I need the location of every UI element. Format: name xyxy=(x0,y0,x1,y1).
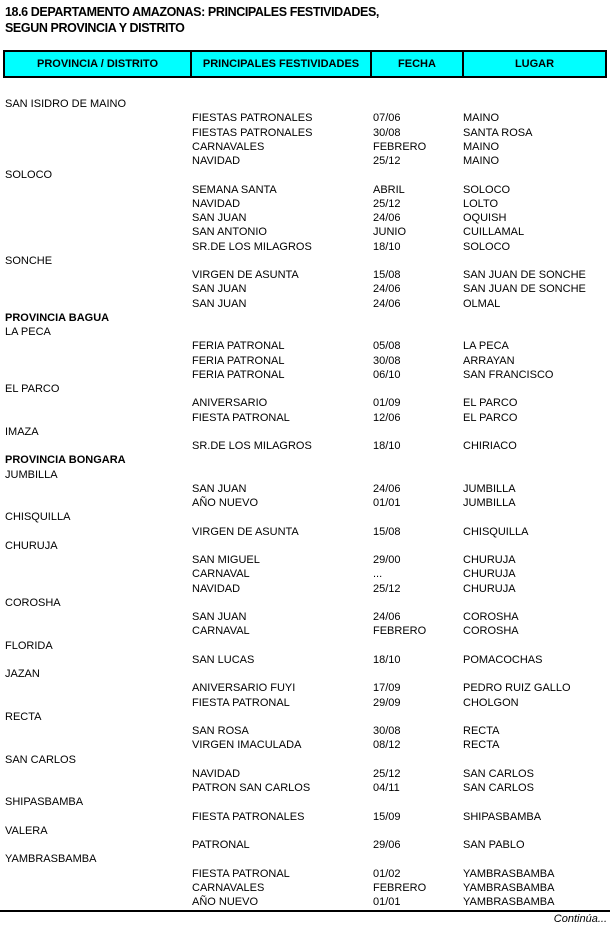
lugar-cell: RECTA xyxy=(463,739,500,752)
table-row xyxy=(0,724,610,738)
lugar-cell: CUILLAMAL xyxy=(463,226,525,239)
lugar-cell xyxy=(463,325,610,339)
continua-note: Continúa... xyxy=(553,913,607,925)
fecha-cell: 04/11 xyxy=(373,782,400,794)
district-name: SONCHE xyxy=(5,254,53,267)
festividad-cell: VIRGEN IMACULADA xyxy=(192,739,302,752)
lugar-cell: JUMBILLA xyxy=(463,497,516,509)
table-row xyxy=(0,411,610,425)
lugar-cell: OLMAL xyxy=(463,297,501,310)
lugar-cell: SAN JUAN DE SONCHE xyxy=(463,269,586,281)
district-cell xyxy=(0,653,192,667)
table-row xyxy=(0,168,610,182)
fecha-cell: 24/06 xyxy=(373,283,401,296)
festividad-cell: VIRGEN DE ASUNTA xyxy=(192,269,299,281)
festividad-cell xyxy=(192,254,373,268)
festividad-cell xyxy=(192,639,373,653)
district-cell xyxy=(0,354,192,368)
festividad-cell: FERIA PATRONAL xyxy=(192,340,285,353)
fecha-cell: 24/06 xyxy=(373,482,401,495)
festividad-cell: CARNAVAL xyxy=(192,625,250,638)
district-name: SHIPASBAMBA xyxy=(5,796,84,809)
fecha-cell xyxy=(373,639,463,653)
district-name: EL PARCO xyxy=(5,383,60,395)
fecha-cell: 18/10 xyxy=(373,653,401,666)
festividad-cell xyxy=(192,382,373,396)
fecha-cell xyxy=(373,325,463,339)
lugar-cell xyxy=(463,753,610,767)
festividad-cell xyxy=(192,824,373,838)
district-name: LA PECA xyxy=(5,326,51,338)
festividad-cell xyxy=(192,425,373,439)
table-row xyxy=(0,624,610,638)
lugar-cell: RECTA xyxy=(463,725,500,737)
festividad-cell: FIESTAS PATRONALES xyxy=(192,112,313,125)
fecha-cell: 30/08 xyxy=(373,725,401,737)
table-row xyxy=(0,97,610,111)
lugar-cell: SANTA ROSA xyxy=(463,126,533,139)
festividad-cell: AÑO NUEVO xyxy=(192,896,259,908)
district-cell xyxy=(0,197,192,211)
table-row xyxy=(0,339,610,353)
festividad-cell xyxy=(192,596,373,610)
district-name: SAN ISIDRO DE MAINO xyxy=(5,98,127,110)
festividad-cell: SAN MIGUEL xyxy=(192,554,260,566)
festividad-cell: SAN JUAN xyxy=(192,297,247,310)
district-cell xyxy=(0,282,192,296)
lugar-cell: JUMBILLA xyxy=(463,482,516,495)
table-row xyxy=(0,753,610,767)
table-row xyxy=(0,639,610,653)
table-row xyxy=(0,425,610,439)
lugar-cell: PEDRO RUIZ GALLO xyxy=(463,682,571,695)
table-row xyxy=(0,795,610,809)
fecha-cell: 05/08 xyxy=(373,340,401,353)
table-row xyxy=(0,824,610,838)
district-cell xyxy=(0,111,192,125)
fecha-cell: 29/09 xyxy=(373,696,401,709)
festividad-cell xyxy=(192,510,373,524)
fecha-cell xyxy=(373,667,463,681)
district-name: COROSHA xyxy=(5,596,61,609)
fecha-cell xyxy=(373,468,463,482)
festividad-cell xyxy=(192,539,373,553)
festividad-cell: SR.DE LOS MILAGROS xyxy=(192,240,312,253)
festividad-cell: NAVIDAD xyxy=(192,197,241,210)
province-name: PROVINCIA BONGARA xyxy=(5,454,126,467)
lugar-cell: MAINO xyxy=(463,140,500,153)
district-name: CHISQUILLA xyxy=(5,511,71,524)
festividad-cell: VIRGEN DE ASUNTA xyxy=(192,525,299,538)
fecha-cell: 18/10 xyxy=(373,440,401,452)
festividad-cell: CARNAVALES xyxy=(192,881,265,894)
district-cell xyxy=(0,439,192,453)
province-name: PROVINCIA BAGUA xyxy=(5,311,110,324)
fecha-cell: 01/01 xyxy=(373,497,401,509)
table-row xyxy=(0,667,610,681)
lugar-cell: COROSHA xyxy=(463,625,519,638)
district-cell xyxy=(0,567,192,581)
lugar-cell: SAN FRANCISCO xyxy=(463,368,554,381)
table-row xyxy=(0,396,610,410)
festividad-cell: FIESTA PATRONAL xyxy=(192,411,290,424)
district-cell xyxy=(0,496,192,510)
lugar-cell xyxy=(463,667,610,681)
district-cell xyxy=(0,610,192,624)
festividad-cell xyxy=(192,667,373,681)
lugar-cell xyxy=(463,852,610,866)
lugar-cell: SOLOCO xyxy=(463,183,511,196)
fecha-cell xyxy=(373,510,463,524)
fecha-cell: 25/12 xyxy=(373,582,401,595)
fecha-cell: 25/12 xyxy=(373,197,401,210)
festividad-cell: SAN JUAN xyxy=(192,482,247,495)
fecha-cell xyxy=(373,453,463,467)
table-row xyxy=(0,496,610,510)
table-row xyxy=(0,895,610,909)
lugar-cell xyxy=(463,168,610,182)
fecha-cell: 18/10 xyxy=(373,240,401,253)
table-row xyxy=(0,525,610,539)
district-name: RECTA xyxy=(5,710,42,723)
fecha-cell xyxy=(373,539,463,553)
district-cell xyxy=(0,396,192,410)
table-row xyxy=(0,710,610,724)
table-row xyxy=(0,325,610,339)
fecha-cell xyxy=(373,97,463,111)
festividad-cell xyxy=(192,710,373,724)
lugar-cell: MAINO xyxy=(463,155,500,167)
district-cell xyxy=(0,767,192,781)
festividad-cell: ANIVERSARIO xyxy=(192,397,268,410)
table-row xyxy=(0,154,610,168)
festividad-cell: AÑO NUEVO xyxy=(192,497,259,509)
district-cell xyxy=(0,225,192,239)
district-cell xyxy=(0,696,192,710)
lugar-cell: YAMBRASBAMBA xyxy=(463,881,555,894)
table-row xyxy=(0,610,610,624)
district-cell xyxy=(0,681,192,695)
festividad-cell: NAVIDAD xyxy=(192,582,241,595)
festividad-cell: ANIVERSARIO FUYI xyxy=(192,682,296,695)
district-cell xyxy=(0,525,192,539)
lugar-cell: OQUISH xyxy=(463,212,507,224)
district-name: IMAZA xyxy=(5,425,39,438)
lugar-cell xyxy=(463,97,610,111)
fecha-cell: 25/12 xyxy=(373,155,401,167)
district-cell xyxy=(0,482,192,496)
lugar-cell: SAN CARLOS xyxy=(463,767,534,780)
lugar-cell: LOLTO xyxy=(463,197,499,210)
table-row xyxy=(0,183,610,197)
fecha-cell: 01/02 xyxy=(373,867,401,880)
district-cell xyxy=(0,881,192,895)
table-row xyxy=(0,439,610,453)
district-cell xyxy=(0,368,192,382)
table-row xyxy=(0,738,610,752)
lugar-cell: CHURUJA xyxy=(463,568,516,581)
district-cell xyxy=(0,867,192,881)
lugar-cell: EL PARCO xyxy=(463,411,518,424)
district-cell xyxy=(0,183,192,197)
district-cell xyxy=(0,724,192,738)
festividad-cell: SAN ANTONIO xyxy=(192,226,267,239)
festividad-cell: NAVIDAD xyxy=(192,155,241,167)
district-name: VALERA xyxy=(5,824,48,837)
lugar-cell: COROSHA xyxy=(463,611,519,623)
festividad-cell xyxy=(192,468,373,482)
lugar-cell: CHOLGON xyxy=(463,696,519,709)
festividad-cell xyxy=(192,795,373,809)
column-header-lugar: LUGAR xyxy=(462,52,605,76)
fecha-cell: 29/06 xyxy=(373,839,401,851)
lugar-cell: CHISQUILLA xyxy=(463,525,529,538)
lugar-cell xyxy=(463,425,610,439)
table-row xyxy=(0,596,610,610)
district-name: JUMBILLA xyxy=(5,468,58,481)
lugar-cell xyxy=(463,254,610,268)
table-row xyxy=(0,810,610,824)
fecha-cell: 07/06 xyxy=(373,112,401,125)
festividad-cell xyxy=(192,97,373,111)
lugar-cell xyxy=(463,596,610,610)
lugar-cell xyxy=(463,795,610,809)
festividad-cell: FIESTA PATRONAL xyxy=(192,696,290,709)
table-row xyxy=(0,482,610,496)
lugar-cell xyxy=(463,468,610,482)
fecha-cell: 30/08 xyxy=(373,354,401,367)
district-cell xyxy=(0,154,192,168)
fecha-cell: 15/08 xyxy=(373,525,401,538)
table-row xyxy=(0,211,610,225)
festividad-cell: PATRON SAN CARLOS xyxy=(192,782,311,794)
lugar-cell xyxy=(463,539,610,553)
page-title xyxy=(5,4,379,36)
table-row xyxy=(0,282,610,296)
lugar-cell: YAMBRASBAMBA xyxy=(463,867,555,880)
festividad-cell xyxy=(192,753,373,767)
festividad-cell: FERIA PATRONAL xyxy=(192,354,285,367)
fecha-cell: 01/09 xyxy=(373,397,401,410)
table-row xyxy=(0,453,610,467)
table-row xyxy=(0,653,610,667)
lugar-cell: SAN JUAN DE SONCHE xyxy=(463,283,586,296)
fecha-cell: 24/06 xyxy=(373,297,401,310)
district-name: JAZAN xyxy=(5,668,40,680)
festividad-cell: FIESTA PATRONALES xyxy=(192,810,305,823)
fecha-cell xyxy=(373,382,463,396)
fecha-cell xyxy=(373,254,463,268)
festividad-cell: FERIA PATRONAL xyxy=(192,368,285,381)
table-row xyxy=(0,240,610,254)
table-header xyxy=(3,50,607,78)
festividad-cell: CARNAVALES xyxy=(192,140,265,153)
lugar-cell xyxy=(463,453,610,467)
fecha-cell xyxy=(373,852,463,866)
table-row xyxy=(0,126,610,140)
lugar-cell: EL PARCO xyxy=(463,397,518,410)
table-row xyxy=(0,881,610,895)
district-cell xyxy=(0,838,192,852)
table-row xyxy=(0,681,610,695)
festividad-cell: SAN ROSA xyxy=(192,725,249,737)
table-row xyxy=(0,468,610,482)
lugar-cell xyxy=(463,510,610,524)
lugar-cell xyxy=(463,824,610,838)
fecha-cell: FEBRERO xyxy=(373,625,427,638)
fecha-cell: ABRIL xyxy=(373,183,405,196)
fecha-cell: 15/09 xyxy=(373,810,401,823)
district-cell xyxy=(0,140,192,154)
lugar-cell xyxy=(463,311,610,325)
lugar-cell xyxy=(463,639,610,653)
lugar-cell: CHIRIACO xyxy=(463,440,517,452)
festividad-cell: SAN JUAN xyxy=(192,212,247,224)
festividad-cell xyxy=(192,325,373,339)
fecha-cell xyxy=(373,168,463,182)
district-cell xyxy=(0,339,192,353)
fecha-cell: 24/06 xyxy=(373,212,401,224)
district-cell xyxy=(0,297,192,311)
lugar-cell: SAN CARLOS xyxy=(463,782,534,794)
district-cell xyxy=(0,738,192,752)
festividad-cell: PATRONAL xyxy=(192,839,250,851)
fecha-cell: 08/12 xyxy=(373,739,401,752)
district-name: SOLOCO xyxy=(5,169,53,182)
column-header-provincia-distrito: PROVINCIA / DISTRITO xyxy=(36,58,158,70)
district-cell xyxy=(0,411,192,425)
bottom-rule xyxy=(0,910,610,912)
table-row xyxy=(0,197,610,211)
table-row xyxy=(0,297,610,311)
fecha-cell: ... xyxy=(373,568,383,581)
fecha-cell xyxy=(373,710,463,724)
table-row xyxy=(0,867,610,881)
table-row xyxy=(0,852,610,866)
lugar-cell: MAINO xyxy=(463,112,500,125)
district-name: SAN CARLOS xyxy=(5,753,76,766)
lugar-cell: POMACOCHAS xyxy=(463,653,543,666)
fecha-cell: 25/12 xyxy=(373,767,401,780)
festividad-cell: SAN JUAN xyxy=(192,611,247,623)
table-row xyxy=(0,696,610,710)
lugar-cell: CHURUJA xyxy=(463,554,516,566)
festividad-cell: NAVIDAD xyxy=(192,767,241,780)
district-cell xyxy=(0,211,192,225)
table-row xyxy=(0,368,610,382)
district-cell xyxy=(0,582,192,596)
lugar-cell: SAN PABLO xyxy=(463,839,525,851)
festividad-cell: SAN JUAN xyxy=(192,283,247,296)
festividad-cell: CARNAVAL xyxy=(192,568,250,581)
table-row xyxy=(0,140,610,154)
district-name: FLORIDA xyxy=(5,639,53,652)
page-title-line2: SEGUN PROVINCIA Y DISTRITO xyxy=(5,21,185,35)
festividad-cell: SR.DE LOS MILAGROS xyxy=(192,440,312,452)
district-cell xyxy=(0,624,192,638)
lugar-cell: SOLOCO xyxy=(463,240,511,253)
fecha-cell xyxy=(373,795,463,809)
table-row xyxy=(0,767,610,781)
table-row xyxy=(0,567,610,581)
lugar-cell: ARRAYAN xyxy=(463,354,515,367)
table-row xyxy=(0,225,610,239)
festividad-cell xyxy=(192,168,373,182)
fecha-cell: 12/06 xyxy=(373,411,401,424)
fecha-cell: FEBRERO xyxy=(373,140,427,153)
fecha-cell: 06/10 xyxy=(373,368,401,381)
table-row xyxy=(0,354,610,368)
district-cell xyxy=(0,240,192,254)
lugar-cell xyxy=(463,710,610,724)
district-cell xyxy=(0,895,192,909)
table-body xyxy=(0,97,610,909)
fecha-cell: 17/09 xyxy=(373,682,401,695)
district-cell xyxy=(0,810,192,824)
district-name: YAMBRASBAMBA xyxy=(5,853,97,866)
district-cell xyxy=(0,268,192,282)
fecha-cell: 29/00 xyxy=(373,554,401,566)
fecha-cell xyxy=(373,311,463,325)
district-cell xyxy=(0,781,192,795)
table-row xyxy=(0,268,610,282)
fecha-cell xyxy=(373,596,463,610)
table-row xyxy=(0,539,610,553)
table-row xyxy=(0,254,610,268)
table-row xyxy=(0,838,610,852)
festividad-cell: SAN LUCAS xyxy=(192,653,255,666)
district-cell xyxy=(0,553,192,567)
table-row xyxy=(0,510,610,524)
fecha-cell xyxy=(373,824,463,838)
district-cell xyxy=(0,126,192,140)
lugar-cell xyxy=(463,382,610,396)
fecha-cell xyxy=(373,753,463,767)
lugar-cell: YAMBRASBAMBA xyxy=(463,896,555,908)
fecha-cell: JUNIO xyxy=(373,226,406,239)
column-header-fecha: FECHA xyxy=(370,52,462,76)
festividad-cell: FIESTA PATRONAL xyxy=(192,867,290,880)
table-row xyxy=(0,382,610,396)
district-name: CHURUJA xyxy=(5,539,58,552)
fecha-cell: 15/08 xyxy=(373,269,401,281)
festividad-cell: SEMANA SANTA xyxy=(192,183,277,196)
page-title-line1: 18.6 DEPARTAMENTO AMAZONAS: PRINCIPALES FESTIVIDADES, xyxy=(5,5,379,19)
fecha-cell: 01/01 xyxy=(373,896,401,908)
lugar-cell: SHIPASBAMBA xyxy=(463,810,542,823)
table-row xyxy=(0,781,610,795)
festividad-cell xyxy=(192,453,373,467)
festividad-cell: FIESTAS PATRONALES xyxy=(192,126,313,139)
table-row xyxy=(0,311,610,325)
fecha-cell: FEBRERO xyxy=(373,881,427,894)
lugar-cell: CHURUJA xyxy=(463,582,516,595)
table-row xyxy=(0,111,610,125)
table-row xyxy=(0,553,610,567)
fecha-cell xyxy=(373,425,463,439)
fecha-cell: 24/06 xyxy=(373,611,401,623)
festividad-cell xyxy=(192,852,373,866)
lugar-cell: LA PECA xyxy=(463,340,509,353)
fecha-cell: 30/08 xyxy=(373,126,401,139)
table-row xyxy=(0,582,610,596)
festividad-cell xyxy=(192,311,373,325)
column-header-principales-festividades: PRINCIPALES FESTIVIDADES xyxy=(190,52,370,76)
